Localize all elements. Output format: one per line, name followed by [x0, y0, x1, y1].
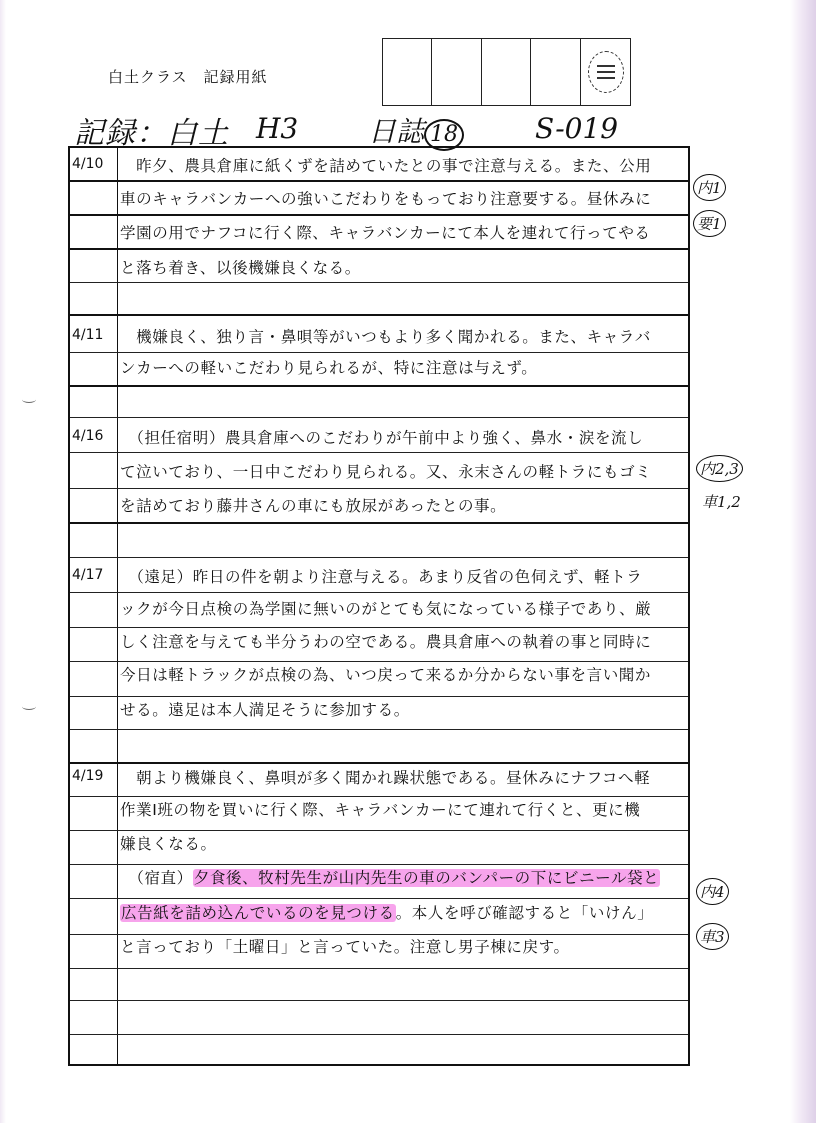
- handwritten-era: H3: [256, 112, 299, 145]
- highlighted-text: 広告紙を詰め込んでいるのを見つける: [121, 904, 395, 922]
- entry-text-line: と言っており「土曜日」と言っていた。注意し男子棟に戻す。: [120, 938, 570, 956]
- row-line: [70, 796, 688, 797]
- row-line: [70, 214, 688, 216]
- diary-number: 18: [424, 119, 464, 151]
- entry-text-line: 今日は軽トラックが点検の為、いつ戻って来るか分からない事を言い聞か: [120, 666, 651, 684]
- row-line: [70, 417, 688, 418]
- entry-date: 4/19: [72, 768, 104, 784]
- row-line: [70, 830, 688, 831]
- row-line: [70, 180, 688, 182]
- entry-text-line: ンカーへの軽いこだわり見られるが、特に注意は与えず。: [120, 359, 538, 377]
- row-line: [70, 1034, 688, 1035]
- stamp-box: [481, 38, 532, 106]
- row-line: [70, 592, 688, 593]
- page-edge-shadow: [790, 0, 816, 1123]
- entry-date: 4/16: [72, 428, 104, 444]
- night-duty-text: 。本人を呼び確認すると「いけん」: [395, 904, 654, 922]
- row-line: [70, 488, 688, 489]
- row-line: [70, 1000, 688, 1001]
- margin-note-text: 内4: [696, 878, 729, 905]
- entry-text-line: 作業Ⅰ班の物を買いに行く際、キャラバンカーにて連れて行くと、更に機: [120, 801, 641, 819]
- row-line: [70, 385, 688, 387]
- stamp-box: [431, 38, 482, 106]
- entry-text-line: 車のキャラバンカーへの強いこだわりをもっており注意要する。昼休みに: [120, 190, 652, 208]
- row-line: [70, 696, 688, 697]
- stamp-box: [530, 38, 581, 106]
- diary-label: 日誌: [368, 115, 425, 148]
- entry-date: 4/17: [72, 567, 104, 583]
- margin-note-text: 要1: [693, 210, 726, 237]
- stamp-box-sealed: [580, 38, 631, 106]
- margin-note-text: 車3: [696, 923, 729, 950]
- entry-text-line: 嫌良くなる。: [120, 835, 217, 853]
- entry-text-line-night-duty: [120, 866, 660, 888]
- row-line: [70, 248, 688, 250]
- row-line: [70, 282, 688, 283]
- margin-note: [696, 455, 743, 482]
- row-line: [70, 557, 688, 558]
- row-line: [70, 522, 688, 524]
- date-column-divider: [117, 148, 118, 1064]
- entry-text-line: 機嫌良く、独り言・鼻唄等がいつもより多く聞かれる。また、キャラバ: [120, 328, 651, 346]
- highlighted-text: 夕食後、牧村先生が山内先生の車のバンパーの下にビニール袋と: [193, 869, 660, 887]
- row-line: [70, 898, 688, 899]
- entry-text-line: て泣いており、一日中こだわり見られる。又、永末さんの軽トラにもゴミ: [120, 463, 652, 481]
- entry-text-line-night-duty: [120, 901, 653, 923]
- entry-date: 4/11: [72, 327, 104, 343]
- entry-text-line: しく注意を与えても半分うわの空である。農具倉庫への執着の事と同時に: [120, 633, 652, 651]
- handwritten-title: 記録：白土: [74, 116, 229, 151]
- row-line: [70, 762, 688, 764]
- entry-date: 4/10: [72, 156, 104, 172]
- row-line: [70, 314, 688, 316]
- margin-note: [693, 174, 726, 201]
- row-line: [70, 627, 688, 628]
- row-line: [70, 661, 688, 662]
- margin-note: 車1,2: [702, 493, 741, 511]
- entry-text-line: （遠足）昨日の件を朝より注意与える。あまり反省の色伺えず、軽トラ: [120, 568, 643, 586]
- handwritten-code: S-019: [535, 112, 619, 145]
- approval-stamp-boxes: [383, 38, 631, 106]
- page-edge-left: [0, 0, 6, 1123]
- entry-text-line: （担任宿明）農具倉庫へのこだわりが午前中より強く、鼻水・涙を流し: [120, 429, 644, 447]
- night-duty-prefix: （宿直）: [120, 869, 193, 887]
- entry-text-line: 朝より機嫌良く、鼻唄が多く聞かれ躁状態である。昼休みにナフコへ軽: [120, 769, 651, 787]
- row-line: [70, 729, 688, 730]
- entry-text-line: 昨夕、農具倉庫に紙くずを詰めていたとの事で注意与える。また、公用: [120, 157, 652, 175]
- row-line: [70, 968, 688, 969]
- margin-note: [693, 210, 726, 237]
- scan-mark: [22, 396, 36, 403]
- margin-note-text: 内1: [693, 174, 726, 201]
- margin-note-text: 内2,3: [696, 455, 743, 482]
- row-line: [70, 352, 688, 353]
- entry-text-line: を詰めており藤井さんの車にも放尿があったとの事。: [120, 497, 507, 515]
- stamp-box: [382, 38, 433, 106]
- entry-text-line: ックが今日点検の為学園に無いのがとても気になっている様子であり、厳: [120, 600, 652, 618]
- entry-text-line: と落ち着き、以後機嫌良くなる。: [120, 259, 361, 277]
- seal-stamp-icon: [588, 51, 624, 93]
- entry-text-line: 学園の用でナフコに行く際、キャラバンカーにて本人を連れて行ってやる: [120, 224, 651, 242]
- row-line: [70, 452, 688, 453]
- form-title: 白土クラス 記録用紙: [108, 68, 268, 86]
- row-line: [70, 864, 688, 865]
- scan-mark: [22, 703, 36, 710]
- margin-note: [696, 923, 729, 950]
- margin-note: [696, 878, 729, 905]
- entry-text-line: せる。遠足は本人満足そうに参加する。: [120, 701, 410, 719]
- handwritten-diary-number: [368, 110, 464, 151]
